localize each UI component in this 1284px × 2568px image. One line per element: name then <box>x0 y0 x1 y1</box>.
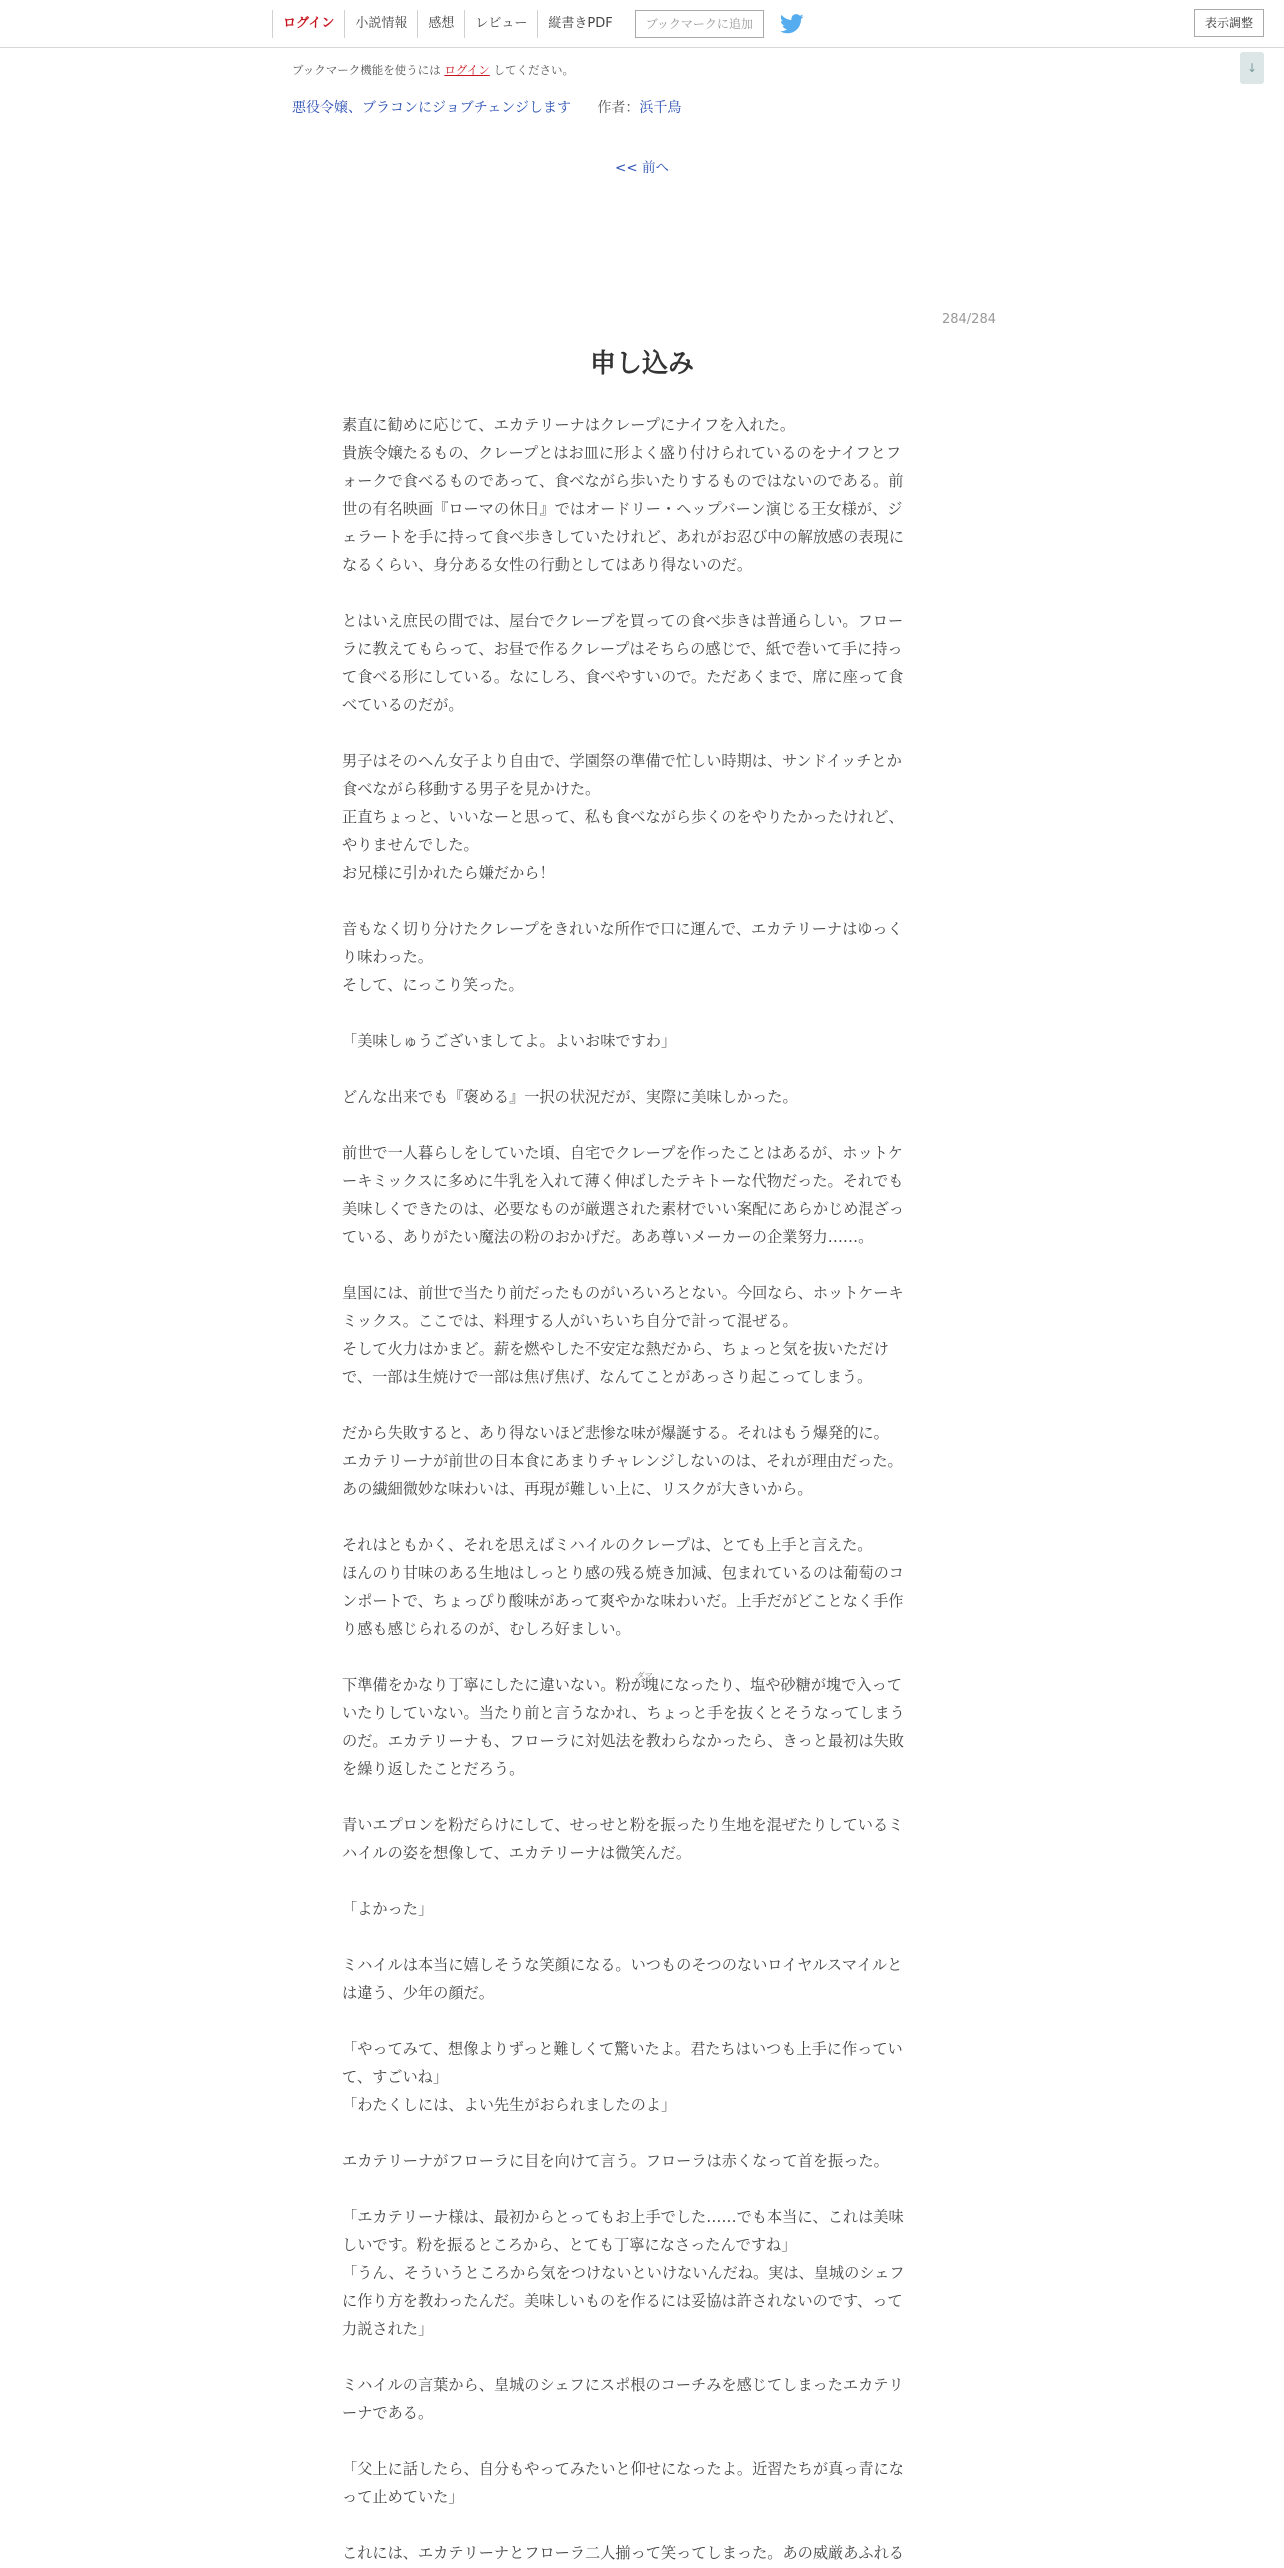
text-line: 食べながら移動する男子を見かけた。 <box>342 780 601 798</box>
text-line: 美味しくできたのは、必要なものが厳選された素材でいい案配にあらかじめ混ざっ <box>342 1200 904 1218</box>
text-line: ミハイルの言葉から、皇城のシェフにスポ根のコーチみを感じてしまったエカテリ <box>342 2376 904 2394</box>
paragraph-break <box>342 719 942 747</box>
paragraph-break <box>342 1111 942 1139</box>
text-line: ーナである。 <box>342 2404 434 2422</box>
text-line: そして火力はかまど。薪を燃やした不安定な熱だから、ちょっと気を抜いただけ <box>342 1340 889 1358</box>
paragraph-break <box>342 2175 942 2203</box>
text-line: 正直ちょっと、いいなーと思って、私も食べながら歩くのをやりたかったけれど、 <box>342 808 904 826</box>
text-line: 力説された」 <box>342 2320 434 2338</box>
text-line: り味わった。 <box>342 948 433 966</box>
text-line: 音もなく切り分けたクレープをきれいな所作で口に運んで、エカテリーナはゆっく <box>342 920 903 938</box>
text-line: で、一部は生焼けで一部は焦げ焦げ、なんてことがあっさり起こってしまう。 <box>342 1368 873 1386</box>
paragraph-break <box>342 1643 942 1671</box>
paragraph-break <box>342 2343 942 2371</box>
paragraph-break <box>342 887 942 915</box>
paragraph-break <box>342 2511 942 2539</box>
text-line: のだ。エカテリーナも、フローラに対処法を教わらなかったら、きっと最初は失敗 <box>342 1732 904 1750</box>
text-line: 「エカテリーナ様は、最初からとってもお上手でした……でも本当に、これは美味 <box>342 2208 904 2226</box>
text-line: 「美味しゅうございましてよ。よいお味ですわ」 <box>342 1032 677 1050</box>
top-nav <box>0 0 1284 48</box>
bookmark-note-pre: ブックマーク機能を使うには <box>292 63 441 77</box>
text-line: て食べる形にしている。なにしろ、食べやすいので。ただあくまで、席に座って食 <box>342 668 904 686</box>
author-link[interactable]: 浜千鳥 <box>639 100 682 116</box>
nav-novel-info-link[interactable]: 小説情報 <box>344 10 417 38</box>
bookmark-note-post: してください。 <box>493 63 574 77</box>
text-line: ラに教えてもらって、お昼で作るクレープはそちらの感じで、紙で巻いて手に持っ <box>342 640 903 658</box>
paragraph-break <box>342 1867 942 1895</box>
scroll-down-tab[interactable]: ↓ <box>1240 52 1264 84</box>
text-line: ミハイルは本当に嬉しそうな笑顔になる。いつものそつのないロイヤルスマイルと <box>342 1956 903 1974</box>
text-line: あの繊細微妙な味わいは、再現が難しい上に、リスクが大きいから。 <box>342 1480 813 1498</box>
text-line: 素直に勧めに応じて、エカテリーナはクレープにナイフを入れた。 <box>342 416 796 434</box>
text-line: 世の有名映画『ローマの休日』ではオードリー・ヘップバーン演じる王女様が、ジ <box>342 500 903 518</box>
paragraph-break <box>342 579 942 607</box>
text-line: 「やってみて、想像よりずっと難しくて驚いたよ。君たちはいつも上手に作ってい <box>342 2040 903 2058</box>
text-line: ーキミックスに多めに牛乳を入れて薄く伸ばしたテキトーな代物だった。それでも <box>342 1172 904 1190</box>
text-line: だから失敗すると、あり得ないほど悲惨な味が爆誕する。それはもう爆発的に。 <box>342 1424 889 1442</box>
text-line: り感も感じられるのが、むしろ好ましい。 <box>342 1620 631 1638</box>
novel-info-line <box>292 97 681 117</box>
paragraph-break <box>342 1251 942 1279</box>
text-line: 青いエプロンを粉だらけにして、せっせと粉を振ったり生地を混ぜたりしているミ <box>342 1816 904 1834</box>
chapter-title: 申し込み <box>589 349 694 379</box>
text-line: 前世で一人暮らしをしていた頃、自宅でクレープを作ったことはあるが、ホットケ <box>342 1144 903 1162</box>
text-line: ェラートを手に持って食べ歩きしていたけれど、あれがお忍び中の解放感の表現に <box>342 528 904 546</box>
text-line: 「わたくしには、よい先生がおられましたのよ」 <box>342 2096 677 2114</box>
text-line: 「よかった」 <box>342 1900 434 1918</box>
text-line: エカテリーナが前世の日本食にあまりチャレンジしないのは、それが理由だった。 <box>342 1452 903 1470</box>
paragraph-break <box>342 1391 942 1419</box>
text-line: いたりしていない。当たり前と言うなかれ、ちょっと手を抜くとそうなってしまう <box>342 1704 905 1722</box>
novel-title-link[interactable]: 悪役令嬢、ブラコンにジョブチェンジします <box>292 100 571 116</box>
ruby-annotation: ダマ <box>636 1671 653 1680</box>
text-line: 下準備をかなり丁寧にしたに違いない。粉が$^{ダマ}$塊になったり、塩や砂糖が塊で入って <box>342 1671 902 1694</box>
twitter-bird-icon[interactable] <box>780 14 804 34</box>
paragraph-break <box>342 1055 942 1083</box>
page-counter: 284/284 <box>941 312 996 327</box>
text-line: なるくらい、身分ある女性の行動としてはあり得ないのだ。 <box>342 556 753 574</box>
text-line: お兄様に引かれたら嫌だから！ <box>342 864 555 882</box>
text-line: そして、にっこり笑った。 <box>342 976 524 994</box>
nav-review-link[interactable]: レビュー <box>464 10 537 38</box>
bookmark-note-login-link[interactable]: ログイン <box>444 63 490 77</box>
text-line: しいです。粉を振るところから、とても丁寧になさったんですね」 <box>342 2236 797 2254</box>
nav-login-link[interactable]: ログイン <box>272 10 344 38</box>
text-line: を繰り返したことだろう。 <box>342 1760 525 1778</box>
text-line: ミックス。ここでは、料理する人がいちいち自分で計って混ぜる。 <box>342 1312 798 1330</box>
text-line: どんな出来でも『褒める』一択の状況だが、実際に美味しかった。 <box>342 1088 798 1106</box>
text-line: 皇国には、前世で当たり前だったものがいろいろとない。今回なら、ホットケーキ <box>342 1284 904 1302</box>
text-line: ンポートで、ちょっぴり酸味があって爽やかな味わいだ。上手だがどことなく手作 <box>342 1592 904 1610</box>
add-bookmark-button[interactable]: ブックマークに追加 <box>635 10 764 38</box>
paragraph-break <box>342 1783 942 1811</box>
text-line: 男子はそのへん女子より自由で、学園祭の準備で忙しい時期は、サンドイッチとか <box>342 752 902 770</box>
text-line: って止めていた」 <box>342 2488 464 2506</box>
text-line: に作り方を教わったんだ。美味しいものを作るには妥協は許されないのです、って <box>342 2292 903 2310</box>
nav-menu <box>272 10 804 38</box>
text-line: エカテリーナがフローラに目を向けて言う。フローラは赤くなって首を振った。 <box>342 2152 889 2170</box>
paragraph-break <box>342 2427 942 2455</box>
text-line: それはともかく、それを思えばミハイルのクレープは、とても上手と言えた。 <box>342 1536 873 1554</box>
text-line: ている、ありがたい魔法の粉のおかげだ。ああ尊いメーカーの企業努力……。 <box>342 1228 874 1246</box>
bookmark-login-note <box>292 62 574 78</box>
text-line: 「父上に話したら、自分もやってみたいと仰せになったよ。近習たちが真っ青にな <box>342 2460 904 2478</box>
text-line: は違う、少年の顔だ。 <box>342 1984 494 2002</box>
text-line: ォークで食べるものであって、食べながら歩いたりするものではないのである。前 <box>342 472 904 490</box>
paragraph-break <box>342 999 942 1027</box>
novel-body <box>342 411 942 2567</box>
text-line: 「うん、そういうところから気をつけないといけないんだね。実は、皇城のシェフ <box>342 2264 905 2282</box>
text-line: 貴族令嬢たるもの、クレープとはお皿に形よく盛り付けられているのをナイフとフ <box>342 444 902 462</box>
text-line: これには、エカテリーナとフローラ二人揃って笑ってしまった。あの威厳あふれる <box>342 2544 904 2562</box>
prev-page-link[interactable]: << 前へ <box>615 160 669 176</box>
paragraph-break <box>342 1503 942 1531</box>
paragraph-break <box>342 2007 942 2035</box>
text-line: べているのだが。 <box>342 696 464 714</box>
author-label: 作者： <box>597 100 640 116</box>
nav-vertical-pdf-link[interactable]: 縦書きPDF <box>537 10 622 38</box>
text-line: て、すごいね」 <box>342 2068 449 2086</box>
text-line: やりませんでした。 <box>342 836 479 854</box>
nav-impressions-link[interactable]: 感想 <box>417 10 464 38</box>
paragraph-break <box>342 2119 942 2147</box>
text-line: とはいえ庶民の間では、屋台でクレープを買っての食べ歩きは普通らしい。フロー <box>342 612 904 630</box>
text-line: ほんのり甘味のある生地はしっとり感の残る焼き加減、包まれているのは葡萄のコ <box>342 1564 904 1582</box>
display-settings-button[interactable]: 表示調整 <box>1194 9 1264 37</box>
paragraph-break <box>342 1923 942 1951</box>
text-line: ハイルの姿を想像して、エカテリーナは微笑んだ。 <box>342 1844 692 1862</box>
